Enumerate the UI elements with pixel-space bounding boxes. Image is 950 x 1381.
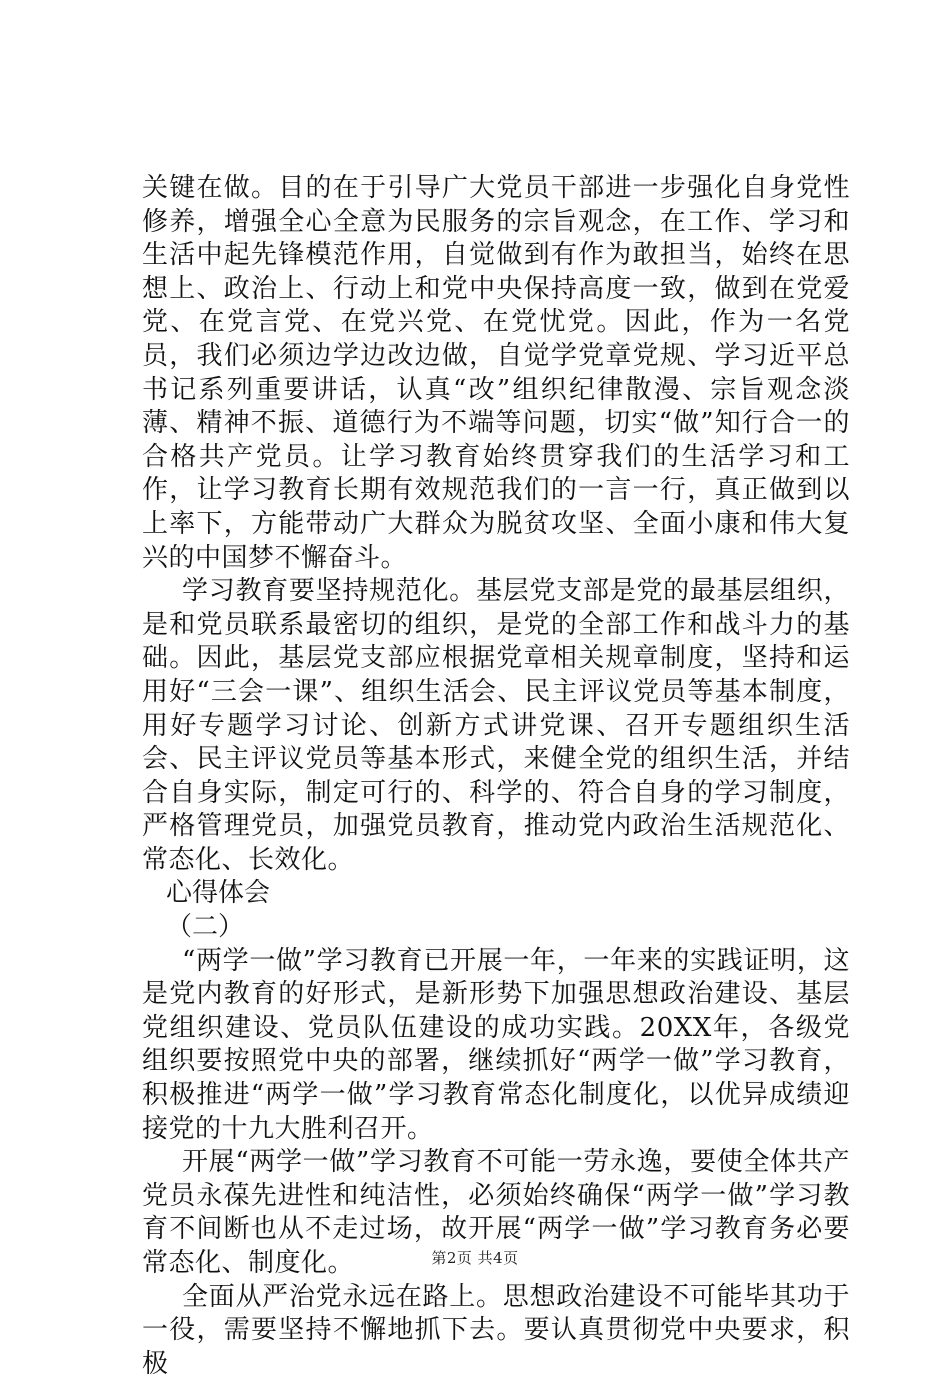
paragraph-3: “两学一做”学习教育已开展一年，一年来的实践证明，这是党内教育的好形式，是新形势下加强思想政治建设、基层党组织建设、党员队伍建设的成功实践。20XX年，各级党组织要按照党中央的部署，继续抓好“两学一做”学习教育，积极推进“两学一做”学习教育常态化制度化，以优异成绩迎接党的十九大胜利召开。 (142, 945, 850, 1144)
document-body (142, 172, 850, 1381)
paragraph-2: 学习教育要坚持规范化。基层党支部是党的最基层组织，是和党员联系最密切的组织，是党的全部工作和战斗力的基础。因此，基层党支部应根据党章相关规章制度，坚持和运用好“三会一课”、组织生活会、民主评议党员等基本制度，用好专题学习讨论、创新方式讲党课、召开专题组织生活会、民主评议党员等基本形式，来健全党的组织生活，并结合自身实际，制定可行的、科学的、符合自身的学习制度，严格管理党员，加强党员教育，推动党内政治生活规范化、常态化、长效化。 (142, 576, 850, 875)
section-heading: 心得体会 (166, 878, 271, 909)
section-subheading: （二） (166, 912, 245, 943)
paragraph-5: 全面从严治党永远在路上。思想政治建设不可能毕其功于一役，需要坚持不懈地抓下去。要认真贯彻党中央要求，积极 (142, 1281, 850, 1379)
page-number-footer: 第2页 共4页 (431, 1249, 519, 1267)
paragraph-4: 开展“两学一做”学习教育不可能一劳永逸，要使全体共产党员永葆先进性和纯洁性，必须始终确保“两学一做”学习教育不间断也从不走过场，故开展“两学一做”学习教育务必要常态化、制度化。 (142, 1147, 850, 1278)
paragraph-1: 关键在做。目的在于引导广大党员干部进一步强化自身党性修养，增强全心全意为民服务的宗旨观念，在工作、学习和生活中起先锋模范作用，自觉做到有作为敢担当，始终在思想上、政治上、行动上和党中央保持高度一致，做到在党爱党、在党言党、在党兴党、在党忧党。因此，作为一名党员，我们必须边学边改边做，自觉学党章党规、学习近平总书记系列重要讲话，认真“改”组织纪律散漫、宗旨观念淡薄、精神不振、道德行为不端等问题，切实“做”知行合一的合格共产党员。让学习教育始终贯穿我们的生活学习和工作，让学习教育长期有效规范我们的一言一行，真正做到以上率下，方能带动广大群众为脱贫攻坚、全面小康和伟大复兴的中国梦不懈奋斗。 (142, 173, 850, 573)
